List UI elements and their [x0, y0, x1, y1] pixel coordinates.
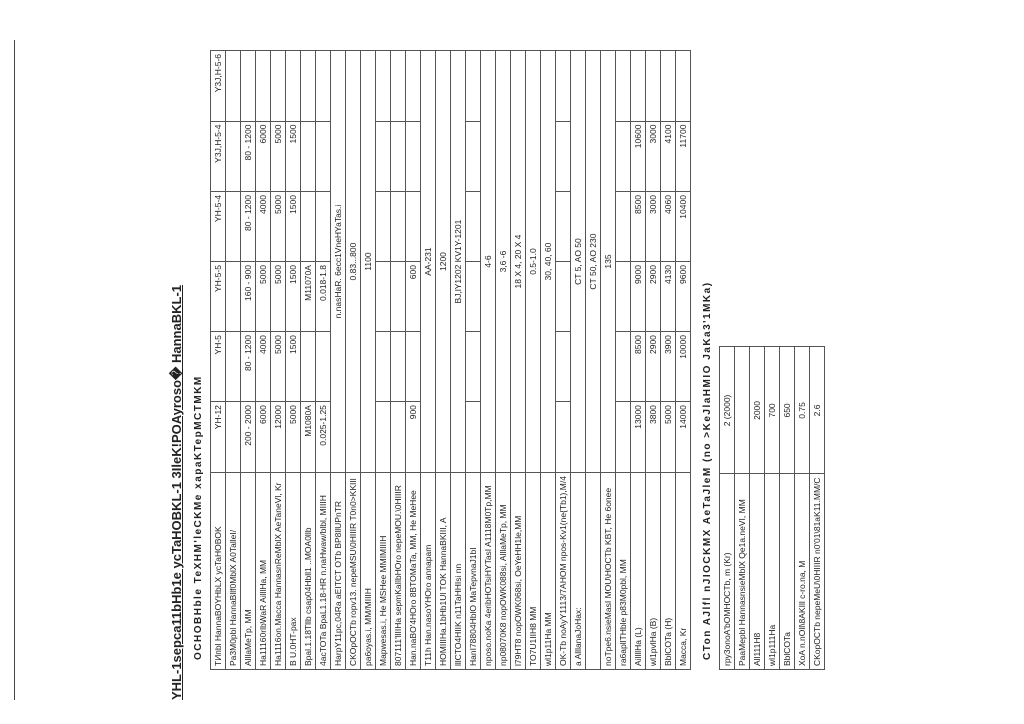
- row-label: rpy3onoA'bOMHOCTb, m (Kr): [720, 474, 735, 670]
- cell-value: 0.025-1.25: [316, 402, 331, 473]
- table-row: [810, 347, 825, 670]
- row-label: BblCOTa: [780, 474, 795, 670]
- cell-value: [391, 262, 406, 332]
- table-row: [406, 51, 421, 670]
- table-row: [795, 347, 810, 670]
- cell-value: 700: [765, 347, 780, 474]
- table-row: [226, 51, 241, 670]
- table-row: [451, 51, 466, 670]
- column-header: YH-12: [211, 402, 226, 473]
- column-header: YH-5-5: [211, 262, 226, 332]
- cell-value: 5000: [661, 402, 676, 473]
- cell-value: 5000: [271, 262, 286, 332]
- row-label: ra6apllTHble p83M0pbl, MM: [616, 473, 631, 670]
- row-label: lllCTO4HIIK n11TaHHIsi nn: [451, 473, 466, 670]
- row-label: TO7U1IIH8 MM: [526, 473, 541, 670]
- cell-value: 9000: [631, 262, 646, 332]
- table-row: [646, 51, 661, 670]
- table-row: [661, 51, 676, 670]
- cell-value: [631, 51, 646, 122]
- cell-value: 0.018-1.8: [316, 262, 331, 332]
- cell-value: CT 5, AO 50: [571, 51, 586, 473]
- cell-value: [391, 51, 406, 122]
- cell-value: 135: [601, 51, 616, 473]
- cell-value: 80 - 1200: [241, 332, 256, 402]
- cell-value: 4-6: [481, 51, 496, 473]
- cell-value: 0.5-1.0: [526, 51, 541, 473]
- table-row: [331, 51, 346, 670]
- cell-value: 2.6: [810, 347, 825, 474]
- cell-value: 4000: [256, 332, 271, 402]
- cell-value: 3000: [646, 121, 661, 192]
- cell-value: 200 - 2000: [241, 402, 256, 473]
- row-label: HOMIIIHa.1bHb1Ul TOK HannaBKIII, A: [436, 473, 451, 670]
- cell-value: [406, 121, 421, 192]
- table-specs-table: [719, 346, 825, 670]
- cell-value: 10000: [676, 332, 691, 402]
- table-header-row: [211, 51, 226, 670]
- table-row: [750, 347, 765, 670]
- cell-value: 11700: [676, 121, 691, 192]
- cell-value: [406, 332, 421, 402]
- table-row: [541, 51, 556, 670]
- row-label: a AlllanaJoHax:: [571, 473, 586, 670]
- row-label: HarpY11pc,04Ra aEITCT OTb BP8llUPnTR: [331, 473, 346, 670]
- cell-value: [316, 332, 331, 402]
- cell-value: 1200: [436, 51, 451, 473]
- cell-value: 3800: [646, 402, 661, 473]
- row-label: T11h Han.nasoYHOro annapam: [421, 473, 436, 670]
- cell-value: [376, 262, 391, 332]
- row-label: Han.naBO'4HOro 8BTOMaTa, MM, He MeHee: [406, 473, 421, 670]
- cell-value: 160 - 900: [241, 262, 256, 332]
- table-row: [286, 51, 301, 670]
- table-row: [601, 51, 616, 670]
- cell-value: [616, 332, 631, 402]
- table-row: [780, 347, 795, 670]
- column-header: Y3J,H-5-4: [211, 121, 226, 192]
- cell-value: [376, 51, 391, 122]
- document-title: YHL-1sepca11bHb1e ycTaHOBKL-1 3IleK!POAyroso� HannaBKL-1: [169, 285, 184, 700]
- cell-value: [616, 51, 631, 122]
- cell-value: 18 X 4, 20 X 4: [511, 51, 526, 473]
- cell-value: CT 50, AO 230: [586, 51, 601, 473]
- row-label: Mapwesas.i, He MSHee MMIMIIIH: [376, 473, 391, 670]
- cell-value: 1500: [286, 121, 301, 192]
- table-row: [481, 51, 496, 670]
- cell-value: 10600: [631, 121, 646, 192]
- table-row: [466, 51, 481, 670]
- cell-value: 6000: [256, 402, 271, 473]
- table-row: [676, 51, 691, 670]
- table-row: [376, 51, 391, 670]
- row-label: PaaMepbl HannasnsieMblX Qe1a.neVI, MM: [735, 474, 750, 670]
- cell-value: [466, 332, 481, 402]
- cell-value: [556, 402, 571, 473]
- table-row: [271, 51, 286, 670]
- table-row: [526, 51, 541, 670]
- cell-value: [406, 51, 421, 122]
- cell-value: 80 - 1200: [241, 121, 256, 192]
- table-row: [496, 51, 511, 670]
- cell-value: 10400: [676, 192, 691, 262]
- row-label: OK-Tb noAyY1113/7AHOM npos-Kv1(ne{Tb1),M/4: [556, 473, 571, 670]
- row-label: CKOpOCTb ropv13. nepeMSU\0HIIIR T0n0>KKIIl: [346, 473, 361, 670]
- row-label: All111H8: [750, 474, 765, 670]
- cell-value: [241, 51, 256, 122]
- cell-value: 5000: [271, 192, 286, 262]
- table-row: [735, 347, 750, 670]
- specs-table: [210, 50, 691, 670]
- row-label: [586, 473, 601, 670]
- cell-value: [271, 51, 286, 122]
- row-label: Pa3M0pbl HannaBllf0MblX A0TalleI/: [226, 473, 241, 670]
- cell-value: [316, 192, 331, 262]
- table-row: [241, 51, 256, 670]
- cell-value: 900: [406, 402, 421, 473]
- row-label: 4acTOTa BpaL1.18-HR n.naHwaw/blbl, MIIIH: [316, 473, 331, 670]
- row-label: XoA n.nOll\8AKIll c-ro.na, M: [795, 474, 810, 670]
- table-row: [346, 51, 361, 670]
- cell-value: [301, 192, 316, 262]
- row-label: Macca, Kr: [676, 473, 691, 670]
- section-main-specs-heading: OCHOBHble TeXHM'leCKMe xapaKTepMCTMKM: [193, 375, 204, 660]
- table-row: [765, 347, 780, 670]
- cell-value: [556, 332, 571, 402]
- cell-value: [391, 402, 406, 473]
- row-label: wl1pvlHa (B): [646, 473, 661, 670]
- cell-value: [316, 121, 331, 192]
- table-row: [421, 51, 436, 670]
- row-label: Bpal.1.18Tllb csap04Hbll1 ..MOA0llb: [301, 473, 316, 670]
- cell-value: [466, 51, 481, 122]
- column-header: Y3J,H-5-6: [211, 51, 226, 122]
- cell-value: 650: [780, 347, 795, 474]
- cell-value: [376, 402, 391, 473]
- rotated-sheet: [170, 50, 910, 700]
- cell-value: [646, 51, 661, 122]
- column-header: YH-5: [211, 332, 226, 402]
- row-label: pa6oyas.i, MM/MIIIH: [361, 473, 376, 670]
- cell-value: [556, 192, 571, 262]
- row-label: l79HT8 nopOWK068si, OeYeHH1le,MM: [511, 473, 526, 670]
- cell-value: 5000: [271, 121, 286, 192]
- cell-value: 1500: [286, 262, 301, 332]
- cell-value: 1100: [361, 51, 376, 473]
- cell-value: [226, 121, 241, 192]
- cell-value: [676, 51, 691, 122]
- cell-value: 6000: [256, 121, 271, 192]
- row-label: np08070K8 nopOWK088si, AlllaMeTp, MM: [496, 473, 511, 670]
- cell-value: [376, 332, 391, 402]
- column-header: ТИпbl HannaBOYHbLX ycTaHOBOK: [211, 473, 226, 670]
- cell-value: [226, 192, 241, 262]
- cell-value: [376, 192, 391, 262]
- row-label: wl1p111Ha: [765, 474, 780, 670]
- cell-value: [301, 332, 316, 402]
- table-row: [256, 51, 271, 670]
- cell-value: 8500: [631, 332, 646, 402]
- table-row: [301, 51, 316, 670]
- cell-value: 1500: [286, 332, 301, 402]
- cell-value: [376, 121, 391, 192]
- cell-value: [616, 192, 631, 262]
- cell-value: [226, 402, 241, 473]
- cell-value: n.nasHaR. 6ecc1VneHYaTas.i: [331, 51, 346, 473]
- row-label: AillllHa (L): [631, 473, 646, 670]
- cell-value: 3900: [661, 332, 676, 402]
- cell-value: 3,6 -6: [496, 51, 511, 473]
- cell-value: 4130: [661, 262, 676, 332]
- row-label: CKopOCTb nepeMeU\0HIIIR n0'01\81aK11.MM/C: [810, 474, 825, 670]
- cell-value: 9600: [676, 262, 691, 332]
- table-row: [361, 51, 376, 670]
- cell-value: 2900: [646, 332, 661, 402]
- cell-value: [556, 262, 571, 332]
- cell-value: M1080A: [301, 402, 316, 473]
- cell-value: [316, 51, 331, 122]
- row-label: AlllaMeTp, MM: [241, 473, 256, 670]
- cell-value: [466, 192, 481, 262]
- cell-value: [301, 121, 316, 192]
- cell-value: 2 (2000): [720, 347, 735, 474]
- table-row: [436, 51, 451, 670]
- cell-value: BJ,lY1202 KV1Y-1201: [451, 51, 466, 473]
- cell-value: [556, 121, 571, 192]
- table-row: [571, 51, 586, 670]
- cell-value: [286, 51, 301, 122]
- cell-value: [256, 51, 271, 122]
- column-header: YH-5-4: [211, 192, 226, 262]
- row-label: 807111'llIIHa sepmKaIlbHOro nepeMOU.\0HIIIR: [391, 473, 406, 670]
- table-row: [391, 51, 406, 670]
- table-row: [556, 51, 571, 670]
- cell-value: [226, 262, 241, 332]
- cell-value: [391, 192, 406, 262]
- cell-value: [556, 51, 571, 122]
- cell-value: 3000: [646, 192, 661, 262]
- cell-value: 4000: [256, 192, 271, 262]
- cell-value: 4060: [661, 192, 676, 262]
- cell-value: [391, 121, 406, 192]
- cell-value: M11070A: [301, 262, 316, 332]
- cell-value: 4100: [661, 121, 676, 192]
- cell-value: 0.83...800: [346, 51, 361, 473]
- cell-value: 14000: [676, 402, 691, 473]
- cell-value: 80 - 1200: [241, 192, 256, 262]
- table-row: [511, 51, 526, 670]
- cell-value: 1500: [286, 192, 301, 262]
- cell-value: 5000: [286, 402, 301, 473]
- cell-value: [406, 192, 421, 262]
- row-label: B U.0HT-pax: [286, 473, 301, 670]
- cell-value: 5000: [256, 262, 271, 332]
- cell-value: [301, 51, 316, 122]
- cell-value: 12000: [271, 402, 286, 473]
- cell-value: [616, 262, 631, 332]
- row-label: nposo.noKa 4eribHOTsiHYTasI A1118M0Tp,MM: [481, 473, 496, 670]
- cell-value: [735, 347, 750, 474]
- cell-value: 13000: [631, 402, 646, 473]
- table-row: [316, 51, 331, 670]
- cell-value: 2000: [750, 347, 765, 474]
- row-label: wl1p11Ha MM: [541, 473, 556, 670]
- cell-value: [616, 402, 631, 473]
- row-label: HanI78804HblO MaTepvnaJ1bI: [466, 473, 481, 670]
- page-border: [14, 40, 15, 700]
- section-table-heading: CTon AJlfl nJIOCKMX AeTaJleM (no >KeJlaHMIO JaKa3'1MKa): [702, 281, 713, 660]
- row-label: Ha1116on.Macca HannasnReMblX AeTaneVl, Kr: [271, 473, 286, 670]
- cell-value: [466, 121, 481, 192]
- cell-value: [661, 51, 676, 122]
- cell-value: 30, 40, 60: [541, 51, 556, 473]
- cell-value: 8500: [631, 192, 646, 262]
- cell-value: 5000: [271, 332, 286, 402]
- row-label: BblCOTa (H): [661, 473, 676, 670]
- cell-value: 600: [406, 262, 421, 332]
- cell-value: [466, 402, 481, 473]
- table-row: [631, 51, 646, 670]
- cell-value: [226, 51, 241, 122]
- table-row: [586, 51, 601, 670]
- cell-value: [226, 332, 241, 402]
- table-row: [720, 347, 735, 670]
- cell-value: [466, 262, 481, 332]
- cell-value: 0.75: [795, 347, 810, 474]
- table-row: [616, 51, 631, 670]
- cell-value: AA-231: [421, 51, 436, 473]
- cell-value: [391, 332, 406, 402]
- row-label: noTpe6.nsieMasI MOU\HOCTb KBT, He 6onee: [601, 473, 616, 670]
- cell-value: 2900: [646, 262, 661, 332]
- row-label: Ha11160rlbWaR AilllHa, MM: [256, 473, 271, 670]
- cell-value: [616, 121, 631, 192]
